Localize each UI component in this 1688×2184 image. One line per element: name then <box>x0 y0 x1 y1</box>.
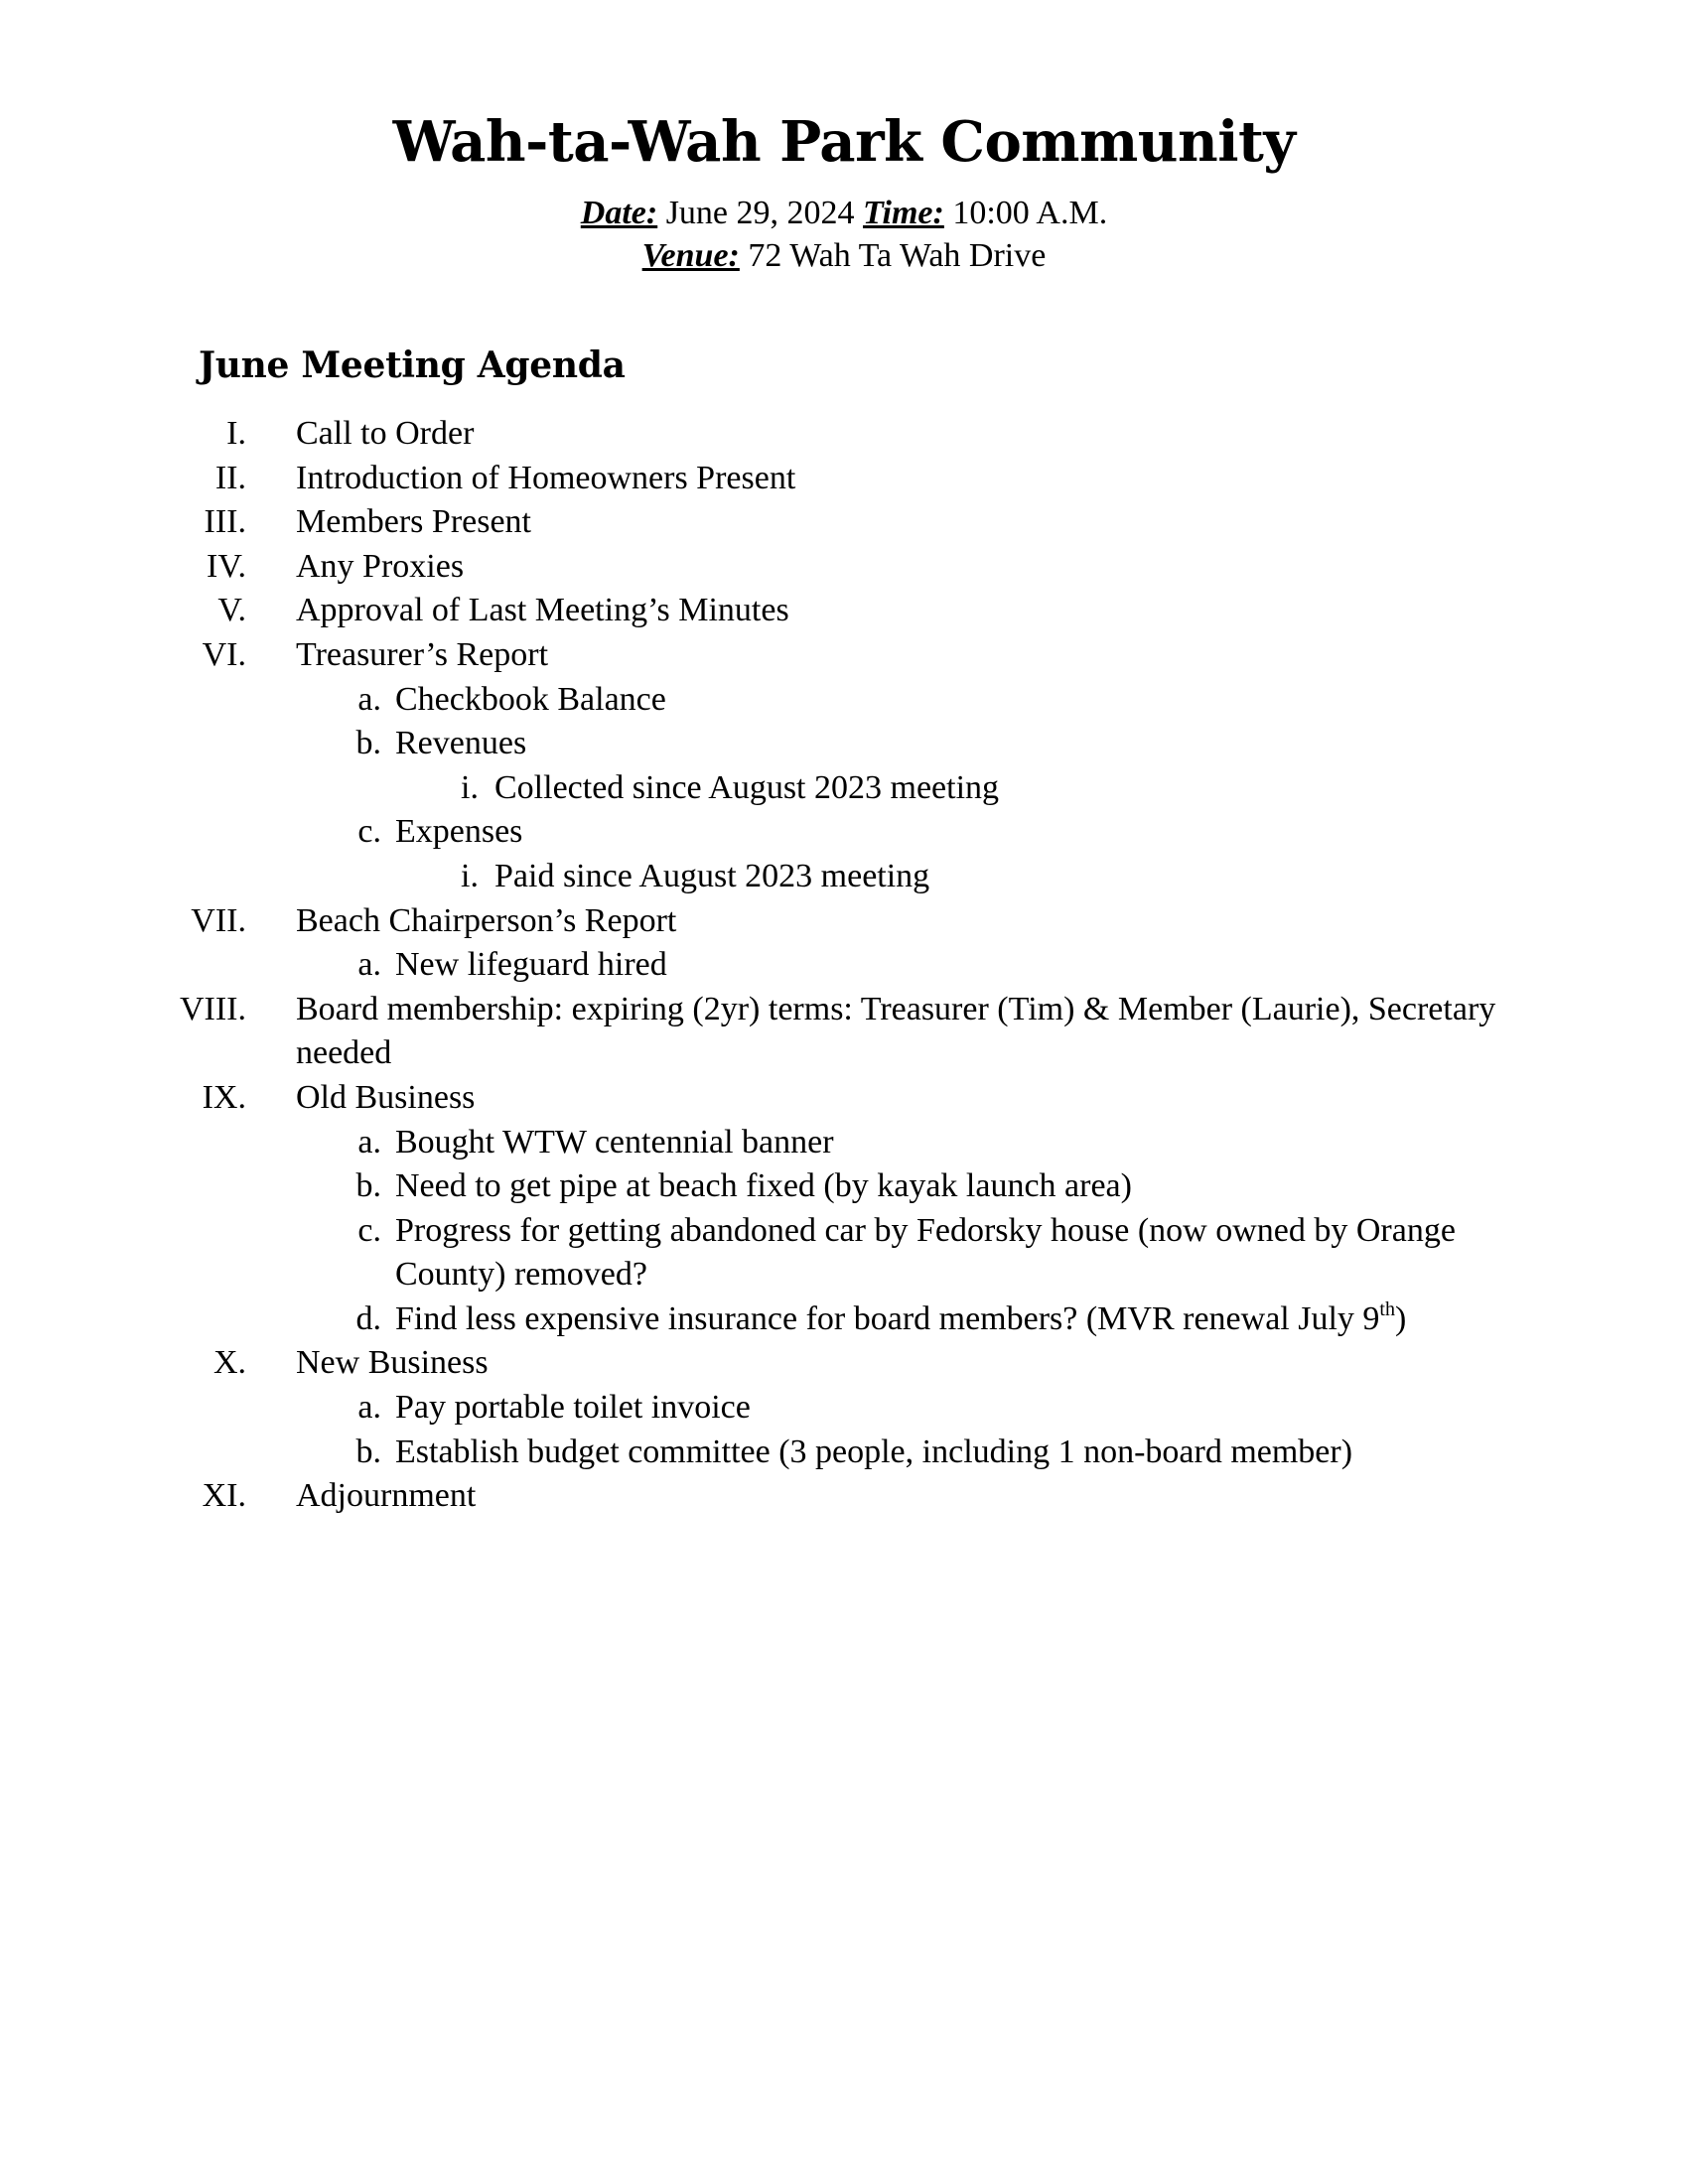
agenda-subitem <box>0 1431 1688 1475</box>
subitem-text: Checkbook Balance <box>395 680 666 718</box>
agenda-subitem <box>0 678 1688 723</box>
agenda-item <box>0 1341 1688 1386</box>
subitem-text: Need to get pipe at beach fixed (by kayak launch area) <box>395 1167 1132 1205</box>
subsubitem-text: Paid since August 2023 meeting <box>494 857 930 894</box>
item-text: Beach Chairperson’s Report <box>296 901 677 939</box>
agenda-subitem <box>0 1209 1688 1297</box>
agenda-subitem <box>0 810 1688 855</box>
item-text: Treasurer’s Report <box>296 635 549 673</box>
agenda-subitem <box>0 1121 1688 1165</box>
agenda-subsubitem <box>0 766 1688 811</box>
agenda-list <box>0 412 1688 1519</box>
item-number: VI. <box>202 635 246 673</box>
item-text: New Business <box>296 1344 489 1382</box>
item-number: III. <box>204 503 246 541</box>
venue-value: 72 Wah Ta Wah Drive <box>739 237 1047 274</box>
agenda-item <box>0 899 1688 944</box>
agenda-item <box>0 1076 1688 1121</box>
item-text: Adjournment <box>296 1477 477 1515</box>
subitem-letter: b. <box>355 1167 381 1205</box>
date-label: Date: <box>580 195 658 231</box>
item-text: Introduction of Homeowners Present <box>296 459 796 496</box>
date-value: June 29, 2024 <box>657 195 864 231</box>
item-number: VIII. <box>179 990 246 1027</box>
item-text: Call to Order <box>296 415 475 452</box>
subsubitem-numeral: i. <box>461 857 479 894</box>
agenda-subitem <box>0 943 1688 988</box>
item-number: II. <box>214 459 246 496</box>
item-number: IV. <box>207 547 246 585</box>
subitem-trailing-text: ) <box>1394 1299 1407 1337</box>
subitem-text <box>395 1297 1406 1342</box>
subitem-text: New lifeguard hired <box>395 946 667 984</box>
subitem-letter: d. <box>355 1299 381 1337</box>
time-value: 10:00 A.M. <box>943 195 1108 231</box>
subitem-letter: a. <box>357 1123 381 1160</box>
agenda-item <box>0 412 1688 457</box>
item-number: I. <box>226 415 246 452</box>
item-number: VII. <box>191 901 246 939</box>
agenda-subitem <box>0 722 1688 766</box>
agenda-item <box>0 988 1688 1076</box>
item-number: IX. <box>202 1078 246 1116</box>
subitem-text: Progress for getting abandoned car by Fedorsky house (now owned by Orange County) removed? <box>395 1211 1456 1294</box>
item-text: Members Present <box>296 503 532 541</box>
agenda-subsubitem <box>0 855 1688 899</box>
agenda-subitem <box>0 1386 1688 1431</box>
subitem-letter: a. <box>357 680 381 718</box>
item-number: XI. <box>202 1477 246 1515</box>
item-text: Board membership: expiring (2yr) terms: Treasurer (Tim) & Member (Laurie), Secretary needed <box>296 990 1496 1072</box>
subsubitem-text: Collected since August 2023 meeting <box>494 768 1000 806</box>
agenda-subitem <box>0 1164 1688 1209</box>
date-time-line <box>0 192 1688 235</box>
agenda-item <box>0 545 1688 590</box>
subitem-text: Establish budget committee (3 people, including 1 non-board member) <box>395 1433 1353 1470</box>
subitem-letter: a. <box>357 946 381 984</box>
item-text: Approval of Last Meeting’s Minutes <box>296 592 789 629</box>
subitem-text: Expenses <box>395 813 523 851</box>
subitem-text: Bought WTW centennial banner <box>395 1123 834 1160</box>
item-text: Old Business <box>296 1078 476 1116</box>
subitem-letter: a. <box>357 1389 381 1427</box>
agenda-subitem <box>0 1297 1688 1342</box>
agenda-heading: June Meeting Agenda <box>199 344 626 386</box>
time-label: Time: <box>863 195 944 231</box>
item-text: Any Proxies <box>296 547 465 585</box>
agenda-item <box>0 1474 1688 1519</box>
subsubitem-numeral: i. <box>461 768 479 806</box>
subitem-main-text: Find less expensive insurance for board members? (MVR renewal July 9 <box>395 1299 1380 1337</box>
subitem-text: Pay portable toilet invoice <box>395 1389 751 1427</box>
agenda-item <box>0 500 1688 545</box>
document-title: Wah-ta-Wah Park Community <box>392 109 1296 175</box>
subitem-letter: b. <box>355 725 381 762</box>
item-number: V. <box>217 592 246 629</box>
subitem-letter: c. <box>357 1211 381 1249</box>
venue-label: Venue: <box>641 237 740 274</box>
venue-line <box>0 234 1688 278</box>
agenda-item <box>0 457 1688 501</box>
ordinal-superscript: th <box>1379 1297 1395 1320</box>
agenda-item <box>0 633 1688 678</box>
subitem-letter: b. <box>355 1433 381 1470</box>
item-number: X. <box>212 1344 246 1382</box>
subitem-text: Revenues <box>395 725 527 762</box>
agenda-item <box>0 589 1688 633</box>
subitem-letter: c. <box>357 813 381 851</box>
